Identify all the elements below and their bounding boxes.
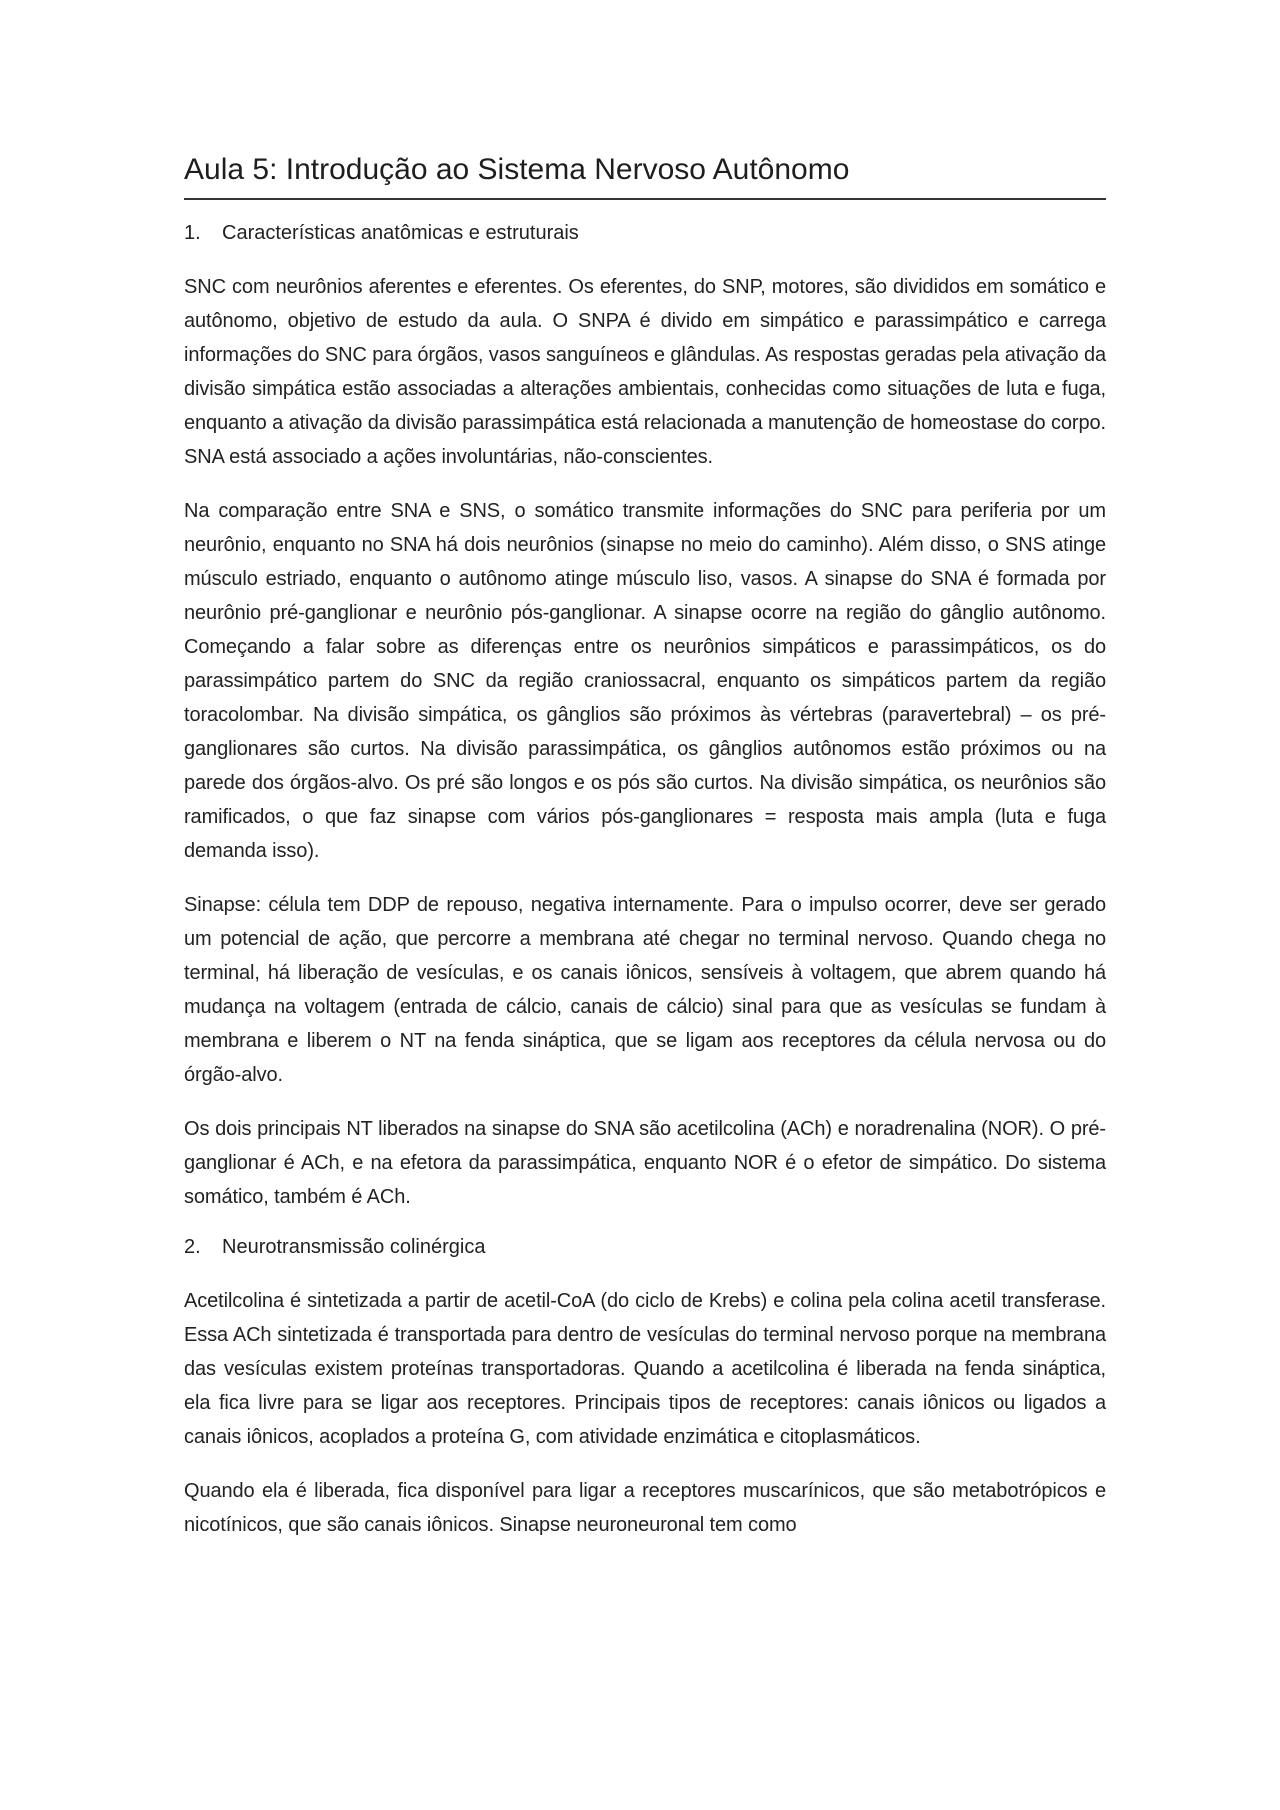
section-title: Características anatômicas e estruturais: [222, 222, 579, 244]
section-heading-1: [184, 216, 1106, 250]
paragraph: Acetilcolina é sintetizada a partir de acetil-CoA (do ciclo de Krebs) e colina pela colina acetil transferase. Essa ACh sintetizada é transportada para dentro de vesículas do terminal nervoso porque na membrana das vesículas existem proteínas transportadoras. Quando a acetilcolina é liberada na fenda sináptica, ela fica livre para se ligar aos receptores. Principais tipos de receptores: canais iônicos ou ligados a canais iônicos, acoplados a proteína G, com atividade enzimática e citoplasmáticos.: [184, 1290, 1106, 1448]
paragraph: Os dois principais NT liberados na sinapse do SNA são acetilcolina (ACh) e noradrenalina (NOR). O pré-ganglionar é ACh, e na efetora da parassimpática, enquanto NOR é o efetor de simpático. Do sistema somático, também é ACh.: [184, 1118, 1106, 1208]
section-number: 1.: [184, 222, 201, 244]
section-title: Neurotransmissão colinérgica: [222, 1236, 486, 1258]
section-heading-2: [184, 1230, 1106, 1264]
paragraph: Na comparação entre SNA e SNS, o somático transmite informações do SNC para periferia por um neurônio, enquanto no SNA há dois neurônios (sinapse no meio do caminho). Além disso, o SNS atinge músculo estriado, enquanto o autônomo atinge músculo liso, vasos. A sinapse do SNA é formada por neurônio pré-ganglionar e neurônio pós-ganglionar. A sinapse ocorre na região do gânglio autônomo. Começando a falar sobre as diferenças entre os neurônios simpáticos e parassimpáticos, os do parassimpático partem do SNC da região craniossacral, enquanto os simpáticos partem da região toracolombar. Na divisão simpática, os gânglios são próximos às vértebras (paravertebral) – os pré-ganglionares são curtos. Na divisão parassimpática, os gânglios autônomos estão próximos ou na parede dos órgãos-alvo. Os pré são longos e os pós são curtos. Na divisão simpática, os neurônios são ramificados, o que faz sinapse com vários pós-ganglionares = resposta mais ampla (luta e fuga demanda isso).: [184, 500, 1106, 862]
section-number: 2.: [184, 1236, 201, 1258]
paragraph: Quando ela é liberada, fica disponível para ligar a receptores muscarínicos, que são metabotrópicos e nicotínicos, que são canais iônicos. Sinapse neuroneuronal tem como: [184, 1480, 1106, 1536]
page-title: Aula 5: Introdução ao Sistema Nervoso Autônomo: [184, 148, 1106, 200]
paragraph: Sinapse: célula tem DDP de repouso, negativa internamente. Para o impulso ocorrer, deve ser gerado um potencial de ação, que percorre a membrana até chegar no terminal nervoso. Quando chega no terminal, há liberação de vesículas, e os canais iônicos, sensíveis à voltagem, que abrem quando há mudança na voltagem (entrada de cálcio, canais de cálcio) sinal para que as vesículas se fundam à membrana e liberem o NT na fenda sináptica, que se ligam aos receptores da célula nervosa ou do órgão-alvo.: [184, 894, 1106, 1086]
document-page: [184, 148, 1106, 1542]
paragraph: SNC com neurônios aferentes e eferentes. Os eferentes, do SNP, motores, são divididos em somático e autônomo, objetivo de estudo da aula. O SNPA é divido em simpático e parassimpático e carrega informações do SNC para órgãos, vasos sanguíneos e glândulas. As respostas geradas pela ativação da divisão simpática estão associadas a alterações ambientais, conhecidas como situações de luta e fuga, enquanto a ativação da divisão parassimpática está relacionada a manutenção de homeostase do corpo. SNA está associado a ações involuntárias, não-conscientes.: [184, 276, 1106, 468]
